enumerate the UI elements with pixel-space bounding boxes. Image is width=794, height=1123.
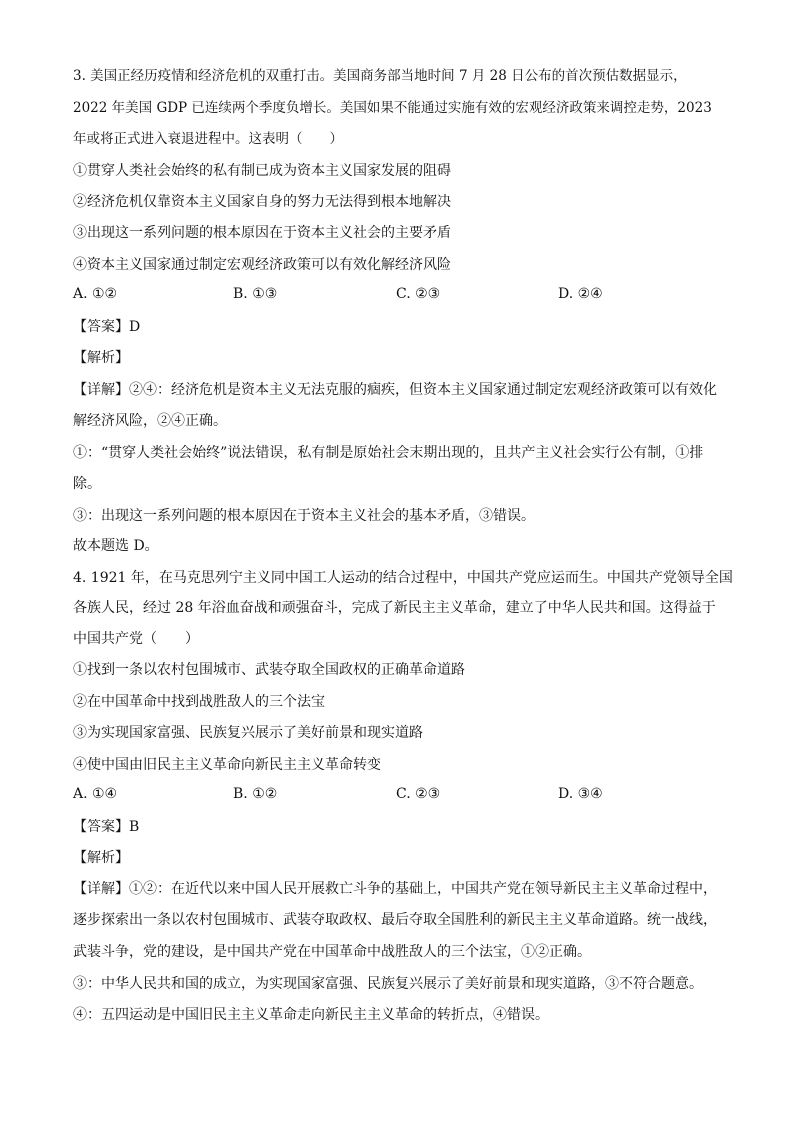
q4-option-c: C. ②③ <box>396 786 441 802</box>
q3-answer: 【答案】D <box>73 319 141 335</box>
q4-stem-line-2: 各族人民，经过 28 年浴血奋战和顽强奋斗，完成了新民主主义革命，建立了中华人民共和国。这得益于 <box>73 600 716 616</box>
q4-option-a: A. ①④ <box>73 786 118 802</box>
q4-detail-line-5: ④：五四运动是中国旧民主主义革命走向新民主主义革命的转折点，④错误。 <box>73 1007 549 1023</box>
q3-detail-line-4: 除。 <box>73 476 101 492</box>
q3-item-4: ④资本主义国家通过制定宏观经济政策可以有效化解经济风险 <box>73 257 451 273</box>
q3-option-a: A. ①② <box>73 286 118 302</box>
q3-option-b: B. ①③ <box>233 286 278 302</box>
q4-stem-line-3: 中国共产党（ ） <box>73 631 199 647</box>
q3-detail-line-6: 故本题选 D。 <box>73 538 159 554</box>
q3-stem-line-1: 3. 美国正经历疫情和经济危机的双重打击。美国商务部当地时间 7 月 28 日公布的首次预估数据显示， <box>73 68 687 84</box>
q4-item-3: ③为实现国家富强、民族复兴展示了美好前景和现实道路 <box>73 725 423 741</box>
q3-item-1: ①贯穿人类社会始终的私有制已成为资本主义国家发展的阻碍 <box>73 163 451 179</box>
q3-stem-line-2: 2022 年美国 GDP 已连续两个季度负增长。美国如果不能通过实施有效的宏观经济政策来调控走势，2023 <box>73 100 712 116</box>
q3-detail-line-5: ③：出现这一系列问题的根本原因在于资本主义社会的基本矛盾，③错误。 <box>73 508 535 524</box>
q3-detail-line-2: 解经济风险，②④正确。 <box>73 413 227 429</box>
q3-stem-line-3: 年或将正式进入衰退进程中。这表明（ ） <box>73 131 343 147</box>
q4-item-4: ④使中国由旧民主主义革命向新民主主义革命转变 <box>73 757 381 773</box>
q4-answer: 【答案】B <box>73 819 140 835</box>
q3-detail-line-3: ①：“贯穿人类社会始终”说法错误，私有制是原始社会末期出现的，且共产主义社会实行公有制，①排 <box>73 445 704 461</box>
q4-stem-line-1: 4. 1921 年，在马克思列宁主义同中国工人运动的结合过程中，中国共产党应运而生。中国共产党领导全国 <box>73 570 733 586</box>
q3-option-d: D. ②④ <box>558 286 603 302</box>
q4-option-b: B. ①② <box>233 786 278 802</box>
q4-analysis-label: 【解析】 <box>73 850 129 866</box>
q3-option-c: C. ②③ <box>396 286 441 302</box>
q4-detail-line-2: 逐步探索出一条以农村包围城市、武装夺取政权、最后夺取全国胜利的新民主主义革命道路。统一战线， <box>73 912 717 928</box>
q4-detail-line-4: ③：中华人民共和国的成立，为实现国家富强、民族复兴展示了美好前景和现实道路，③不符合题意。 <box>73 976 703 992</box>
q4-option-d: D. ③④ <box>558 786 603 802</box>
q4-detail-line-3: 武装斗争，党的建设，是中国共产党在中国革命中战胜敌人的三个法宝，①②正确。 <box>73 944 591 960</box>
q4-detail-line-1: 【详解】①②：在近代以来中国人民开展救亡斗争的基础上，中国共产党在领导新民主主义革命过程中， <box>73 881 717 897</box>
q4-item-1: ①找到一条以农村包围城市、武装夺取全国政权的正确革命道路 <box>73 662 465 678</box>
q3-analysis-label: 【解析】 <box>73 350 129 366</box>
q3-detail-line-1: 【详解】②④：经济危机是资本主义无法克服的痼疾，但资本主义国家通过制定宏观经济政策可以有效化 <box>73 382 717 398</box>
q3-item-2: ②经济危机仅靠资本主义国家自身的努力无法得到根本地解决 <box>73 194 451 210</box>
q4-item-2: ②在中国革命中找到战胜敌人的三个法宝 <box>73 694 325 710</box>
q3-item-3: ③出现这一系列问题的根本原因在于资本主义社会的主要矛盾 <box>73 225 451 241</box>
